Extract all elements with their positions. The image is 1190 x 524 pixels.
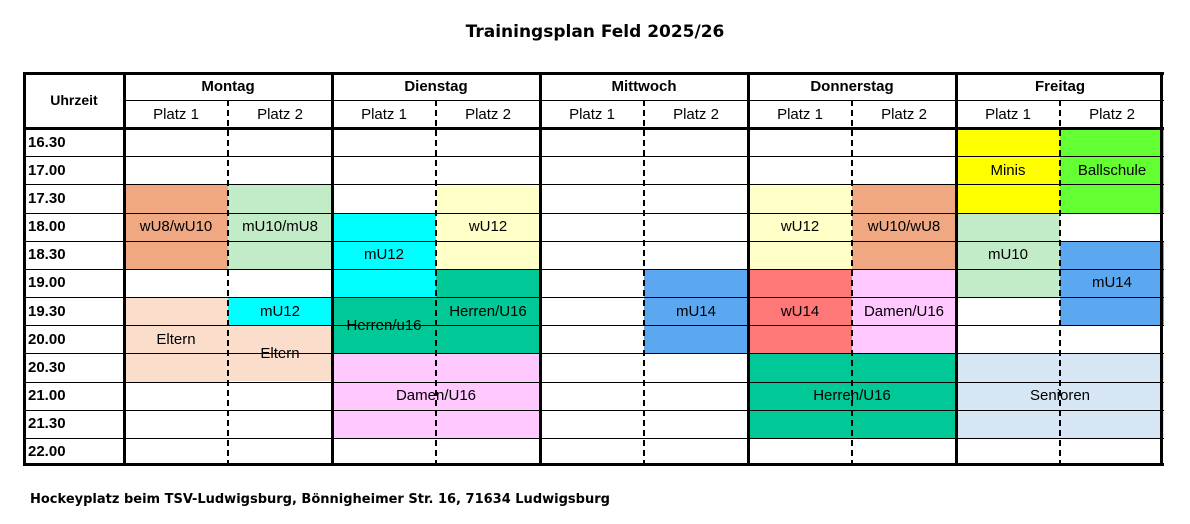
time-label: 22.00 (28, 443, 66, 461)
time-label: 19.00 (28, 274, 66, 292)
session-label: wU10/wU8 (867, 218, 941, 236)
row-divider (24, 269, 1164, 270)
column-border (331, 72, 334, 466)
column-border (747, 72, 750, 466)
column-border (23, 72, 26, 466)
platz-header: Platz 2 (1089, 105, 1135, 123)
session-label: Herren/U16 (449, 302, 527, 320)
platz-divider (851, 100, 853, 466)
row-divider (24, 410, 1164, 411)
time-label: 18.30 (28, 246, 66, 264)
day-header: Mittwoch (611, 77, 677, 95)
time-label: 18.00 (28, 218, 66, 236)
time-label: 20.30 (28, 358, 66, 376)
row-divider (24, 325, 1164, 326)
session-label: Eltern (156, 330, 196, 348)
platz-divider (435, 100, 437, 466)
row-divider (24, 184, 1164, 185)
day-header: Freitag (1034, 77, 1085, 95)
platz-header: Platz 1 (361, 105, 407, 123)
row-divider (24, 241, 1164, 242)
column-border (955, 72, 958, 466)
venue-address: Hockeyplatz beim TSV-Ludwigsburg, Bönnigheimer Str. 16, 71634 Ludwigsburg (30, 492, 610, 507)
row-divider (24, 353, 1164, 354)
training-schedule-table (24, 72, 1164, 466)
platz-divider (1059, 100, 1061, 466)
session-label: wU12 (468, 218, 508, 236)
platz-header: Platz 2 (673, 105, 719, 123)
session-label: mU10 (987, 246, 1028, 264)
time-column-header: Uhrzeit (50, 92, 98, 108)
row-divider (24, 213, 1164, 214)
session-label: Herren/u16 (346, 316, 422, 334)
time-label: 17.00 (28, 161, 66, 179)
session-label: mU14 (675, 302, 716, 320)
time-label: 21.30 (28, 415, 66, 433)
platz-header: Platz 1 (777, 105, 823, 123)
day-header: Dienstag (404, 77, 468, 95)
platz-divider (227, 100, 229, 466)
day-header: Donnerstag (810, 77, 894, 95)
platz-divider (643, 100, 645, 466)
row-divider (24, 382, 1164, 383)
platz-header: Platz 1 (153, 105, 199, 123)
column-border (123, 72, 126, 466)
session-label: mU14 (1091, 274, 1132, 292)
platz-header: Platz 1 (569, 105, 615, 123)
session-label: wU14 (780, 302, 820, 320)
time-label: 21.00 (28, 387, 66, 405)
session-label: Damen/U16 (395, 387, 477, 405)
table-border (24, 463, 1164, 466)
session-label: Ballschule (1077, 161, 1147, 179)
column-border (1160, 72, 1163, 466)
row-divider (24, 438, 1164, 439)
session-label: Herren/U16 (813, 387, 891, 405)
day-header: Montag (201, 77, 255, 95)
row-divider (24, 156, 1164, 157)
time-label: 17.30 (28, 189, 66, 207)
column-border (539, 72, 542, 466)
time-label: 19.30 (28, 302, 66, 320)
session-label: Senioren (1029, 387, 1091, 405)
time-label: 16.30 (28, 133, 66, 151)
row-divider (24, 297, 1164, 298)
session-label: mU10/mU8 (242, 218, 318, 236)
session-label: wU12 (780, 218, 820, 236)
session-label: wU8/wU10 (139, 218, 213, 236)
page-title: Trainingsplan Feld 2025/26 (465, 22, 725, 42)
platz-header: Platz 2 (465, 105, 511, 123)
session-label: mU12 (363, 246, 404, 264)
session-label: Damen/U16 (863, 302, 945, 320)
platz-header: Platz 2 (881, 105, 927, 123)
time-label: 20.00 (28, 330, 66, 348)
platz-header: Platz 2 (257, 105, 303, 123)
session-label: Eltern (260, 344, 300, 362)
platz-header: Platz 1 (985, 105, 1031, 123)
session-label: Minis (990, 161, 1026, 179)
session-label: mU12 (259, 302, 300, 320)
